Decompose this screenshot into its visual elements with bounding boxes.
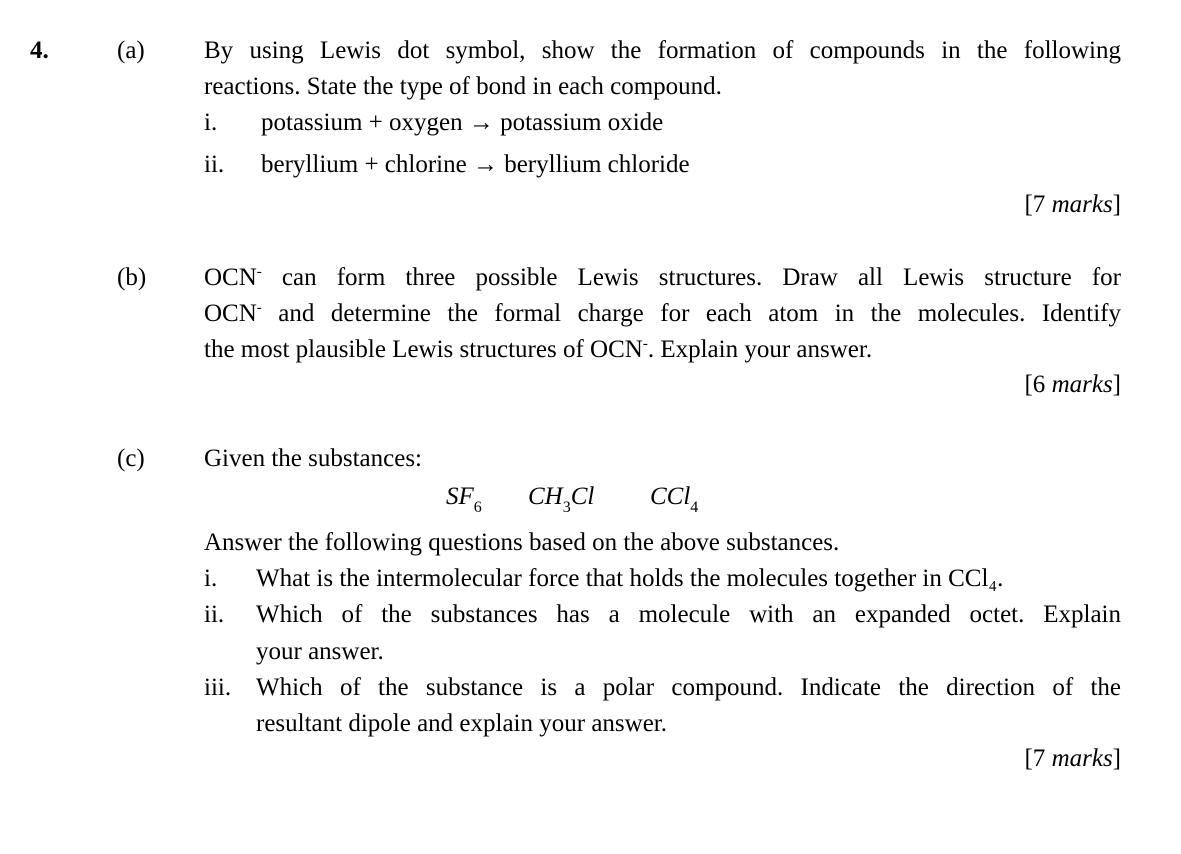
part-c-q3-line-1: Which of the substance is a polar compound. Indicate the direction of the — [256, 674, 1121, 701]
part-c-q2-num: ii. — [204, 601, 225, 628]
part-c-q3-num: iii. — [204, 674, 232, 701]
part-a-marks: [7 marks] — [1024, 191, 1121, 218]
part-b-label: (b) — [117, 264, 147, 291]
part-b-marks: [6 marks] — [1024, 371, 1121, 398]
part-c-answer-line: Answer the following questions based on the above substances. — [204, 529, 840, 556]
part-b-line-2: OCN- and determine the formal charge for each atom in the molecules. Identify — [204, 300, 1121, 327]
question-number: 4. — [30, 37, 49, 64]
part-b-line-3: the most plausible Lewis structures of OCN-. Explain your answer. — [204, 336, 873, 363]
formula-ccl4: CCl$_4$ — [650, 483, 699, 516]
part-c-intro: Given the substances: — [204, 445, 423, 472]
formula-sf6: $SF_6$ — [446, 483, 482, 516]
part-c-marks: [7 marks] — [1024, 745, 1121, 772]
part-c-q2-line-1: Which of the substances has a molecule with an expanded octet. Explain — [256, 601, 1121, 628]
part-a-item-2-text: beryllium + chlorine → beryllium chloride — [261, 151, 690, 178]
part-a-item-1-num: i. — [204, 109, 218, 136]
part-c-label: (c) — [117, 445, 145, 472]
part-c-q2-line-2: your answer. — [256, 638, 384, 665]
part-a-line-2: reactions. State the type of bond in each compound. — [204, 73, 722, 100]
part-c-q1-num: i. — [204, 565, 218, 592]
formula-ch3cl: $CH_3Cl$ — [528, 483, 595, 516]
part-a-label: (a) — [117, 37, 145, 64]
part-a-line-1: By using Lewis dot symbol, show the formation of compounds in the following — [204, 37, 1121, 64]
part-c-q1-text: What is the intermolecular force that holds the molecules together in CCl₄. — [256, 565, 1004, 592]
part-a-item-1-text: potassium + oxygen → potassium oxide — [261, 109, 664, 136]
part-b-line-1: OCN- can form three possible Lewis structures. Draw all Lewis structure for — [204, 264, 1121, 291]
part-c-q3-line-2: resultant dipole and explain your answer. — [256, 710, 667, 737]
part-a-item-2-num: ii. — [204, 151, 225, 178]
